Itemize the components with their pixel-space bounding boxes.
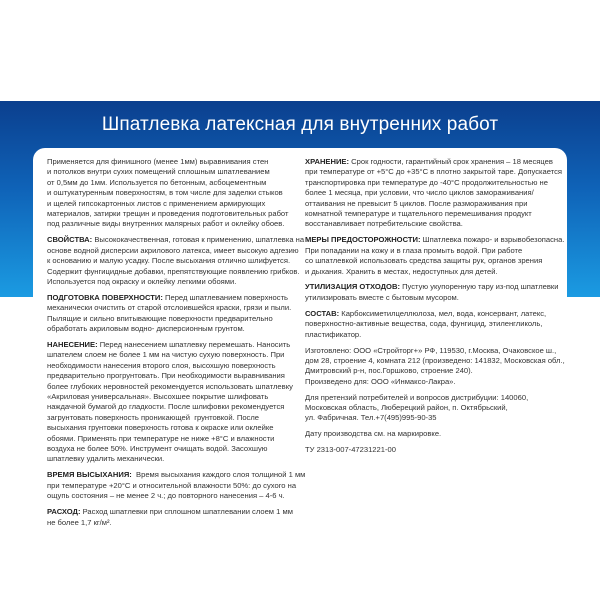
text-line (47, 392, 297, 402)
line-text: «Акриловая универсальная». Высохшее покрытие шлифовать (47, 392, 269, 402)
text-section (47, 235, 305, 287)
section-heading: ХРАНЕНИЕ: (305, 157, 350, 166)
line-text: восстанавливает потребительские свойства. (305, 219, 463, 229)
line-text: при температуре +20°С и относительной влажности 50%: до сухого на (47, 480, 297, 490)
text-section (305, 282, 560, 303)
line-text: механически очистить от старой отслоившейся краски, грязи и пыли. (47, 303, 292, 313)
text-line (305, 366, 560, 376)
line-text: Дату производства см. на маркировке. (305, 429, 442, 439)
text-line (305, 256, 560, 266)
page-title: Шпатлевка латексная для внутренних работ (101, 114, 499, 135)
text-line (47, 350, 297, 360)
text-line (305, 393, 560, 403)
line-text: ТУ 2313-007-47231221-00 (305, 445, 396, 455)
line-text: наждачной бумагой до гладкости. После шлифовки рекомендуется (47, 402, 285, 412)
line-text: воздуха не более 50%. Инструмент очищать водой. Засохшую (47, 444, 268, 454)
line-text: ул. Фабричная. Тел.+7(495)995-90-35 (305, 413, 437, 423)
line-text: дом 28, строение 4, комната 212 (произведено: 141832, Московская обл., (305, 355, 565, 365)
line-text: Срок годности, гарантийный срок хранения – 18 месяцев (349, 157, 553, 166)
text-line (47, 266, 300, 277)
section-heading: НАНЕСЕНИЕ: (47, 340, 98, 349)
text-line (47, 209, 297, 219)
text-line (47, 371, 297, 381)
line-text: Для претензий потребителей и вопросов дистрибуции: 140060, (305, 392, 529, 402)
text-line (305, 309, 560, 319)
right-column (305, 157, 565, 461)
text-line (305, 267, 560, 277)
line-text: при температуре от +5°С до +35°С в плотно закрытой таре. Допускается (305, 167, 563, 177)
line-text: Используется под окраску и оклейку легкими обоями. (47, 276, 237, 286)
text-line (47, 188, 297, 198)
line-text: обоями. Применять при температуре не ниже +8°С и влажности (47, 433, 275, 443)
text-line (305, 209, 560, 219)
line-text: загрунтовать поверхность проникающей грунтовкой. После (47, 412, 259, 422)
section-heading: МЕРЫ ПРЕДОСТОРОЖНОСТИ: (305, 235, 421, 245)
text-line (47, 246, 297, 256)
line-text: Изготовлено: ООО «Стройторг+» РФ, 119530, г.Москва, Очаковское ш., (305, 345, 557, 355)
text-section (305, 309, 560, 340)
line-text: Карбоксиметилцеллюлоза, мел, вода, консервант, латекс, (339, 308, 547, 318)
text-section (47, 340, 297, 465)
text-line (47, 382, 297, 392)
text-line (47, 518, 297, 528)
line-text: утилизировать вместе с бытовым мусором. (305, 292, 459, 302)
line-text: Расход шпатлевки при сплошном шпатлевании слоем 1 мм (80, 507, 293, 517)
line-text: Дмитровский р-н, пос.Горшково, строение 240). (305, 366, 473, 376)
line-text: Перед нанесением шпатлевку перемешать. Наносить (97, 340, 291, 349)
line-text: и щелей гипсокартонных листов с применением армирующих (47, 198, 266, 208)
line-text: высыхания грунтовки поверхность готова к окраске или оклейке (47, 423, 274, 433)
section-heading: РАСХОД: (47, 507, 81, 517)
line-text: Перед шпатлеванием поверхность (162, 292, 289, 302)
text-line (47, 303, 297, 313)
text-line (47, 361, 297, 371)
text-line (47, 454, 297, 464)
text-line (47, 481, 297, 491)
line-text: под различные виды внутренних малярных работ и оклейку обоев. (47, 219, 285, 229)
line-text: со шпатлевкой использовать средства защиты рук, органов зрения (305, 256, 543, 266)
text-line (47, 235, 305, 245)
line-text: и потолков внутри сухих помещений сплошным шпатлеванием (47, 167, 270, 177)
text-line (47, 434, 297, 444)
text-section (305, 345, 565, 388)
line-text: и оштукатуренным поверхностям, в том числе для заделки стыков (47, 188, 283, 198)
text-line (47, 256, 297, 266)
line-text: Время высыхания каждого слоя толщиной 1 мм (131, 470, 306, 480)
line-text: более глубоких неровностей рекомендуется использовать шпатлевку (47, 381, 293, 391)
text-line (47, 470, 306, 480)
info-card (33, 148, 567, 527)
text-line (305, 219, 560, 229)
text-line (305, 330, 560, 340)
text-line (47, 178, 297, 188)
text-line (305, 377, 560, 387)
text-section (305, 393, 560, 424)
line-text: Произведено для: ООО «Инмаксо-Лакра». (305, 376, 456, 386)
text-line (47, 293, 297, 303)
text-line (47, 167, 297, 177)
text-section (47, 470, 306, 501)
line-text: материалов, затирки трещин и проведения подготовительных работ (47, 209, 289, 219)
text-line (305, 293, 560, 303)
line-text: основе водной дисперсии акрилового латекса, имеет высокую адгезию (47, 245, 299, 255)
line-text: Московская область, Люберецкий район, п. Октябрьский, (305, 403, 508, 413)
text-section (305, 157, 563, 230)
text-line (47, 199, 297, 209)
line-text: шпатлевку удалить механически. (47, 454, 165, 464)
line-text: не более 1,7 кг/м². (47, 517, 112, 527)
line-text: Шпатлевка пожаро- и взрывобезопасна. (420, 235, 565, 245)
text-line (305, 235, 565, 245)
line-text: ощупь состояния – не менее 2 ч.; до повторного нанесения – 4-6 ч. (47, 491, 285, 501)
line-text: пластификатор. (305, 329, 362, 339)
line-text: оттаивания не превысит 5 циклов. После размораживания при (305, 198, 528, 208)
line-text: к основанию и малую усадку. После высыхания отлично шлифуется. (47, 256, 291, 266)
line-text: Пустую укупоренную тару из-под шпатлевки (399, 282, 559, 292)
line-text: обработать акриловым водно- дисперсионным грунтом. (47, 324, 245, 334)
text-line (47, 444, 297, 454)
line-text: и дыхания. Хранить в местах, недоступных для детей. (305, 266, 498, 276)
text-line (305, 282, 560, 292)
text-line (47, 491, 297, 501)
text-line (305, 157, 560, 167)
text-section (305, 235, 565, 277)
text-line (305, 199, 560, 209)
text-section (47, 293, 297, 335)
section-heading: СОСТАВ: (305, 308, 340, 318)
line-text: Содержит фунгицидные добавки, препятствующие появлению грибков. (47, 266, 300, 276)
text-line (47, 219, 297, 229)
line-text: Высококачественная, готовая к применению, шпатлевка на (92, 235, 305, 245)
text-line (305, 346, 560, 356)
text-line (305, 355, 565, 366)
line-text: При попадании на кожу и в глаза промыть водой. При работе (305, 245, 523, 255)
text-line (47, 413, 297, 423)
text-line (305, 429, 560, 439)
text-line (305, 246, 560, 256)
text-line (305, 188, 560, 198)
section-heading: ВРЕМЯ ВЫСЫХАНИЯ: (47, 470, 132, 480)
line-text: от 0,5мм до 1мм. Используется по бетонным, асбоцементным (47, 177, 267, 187)
text-line (305, 413, 560, 423)
text-section (305, 445, 560, 455)
text-line (47, 314, 297, 324)
text-line (305, 445, 560, 455)
text-section (47, 507, 297, 528)
text-line (47, 402, 297, 412)
text-section (305, 429, 560, 439)
left-column (47, 157, 306, 533)
line-text: предварительно прогрунтовать. При необходимости выравнивания (47, 371, 285, 381)
text-section (47, 157, 297, 230)
line-text: поверхностно-активные вещества, сода, фунгицид, этиленгликоль, (305, 319, 543, 329)
text-line (47, 157, 297, 167)
text-line (305, 319, 560, 329)
section-heading: ПОДГОТОВКА ПОВЕРХНОСТИ: (47, 292, 163, 302)
section-heading: СВОЙСТВА: (47, 235, 93, 245)
line-text: необходимости нанесения второго слоя, высохшую поверхность (47, 360, 276, 370)
text-line (305, 403, 560, 413)
section-heading: УТИЛИЗАЦИЯ ОТХОДОВ: (305, 282, 400, 292)
text-line (305, 178, 560, 188)
text-line (47, 277, 297, 287)
text-line (305, 167, 563, 177)
line-text: Применяется для финишного (менее 1мм) выравнивания стен (47, 157, 269, 166)
line-text: Пылящие и сильно впитывающие поверхности предварительно (47, 313, 273, 323)
line-text: более 1 месяца, при условии, что число циклов замораживания/ (305, 188, 534, 198)
text-line (47, 324, 297, 334)
text-line (47, 507, 297, 517)
line-text: транспортировка при температуре до -40°С продолжительностью не (305, 177, 548, 187)
text-line (47, 423, 297, 433)
line-text: комнатной температуре и тщательного перемешивания продукт (305, 209, 532, 219)
line-text: шпателем слоем не более 1 мм на чистую сухую поверхность. При (47, 350, 285, 360)
text-line (47, 340, 297, 350)
